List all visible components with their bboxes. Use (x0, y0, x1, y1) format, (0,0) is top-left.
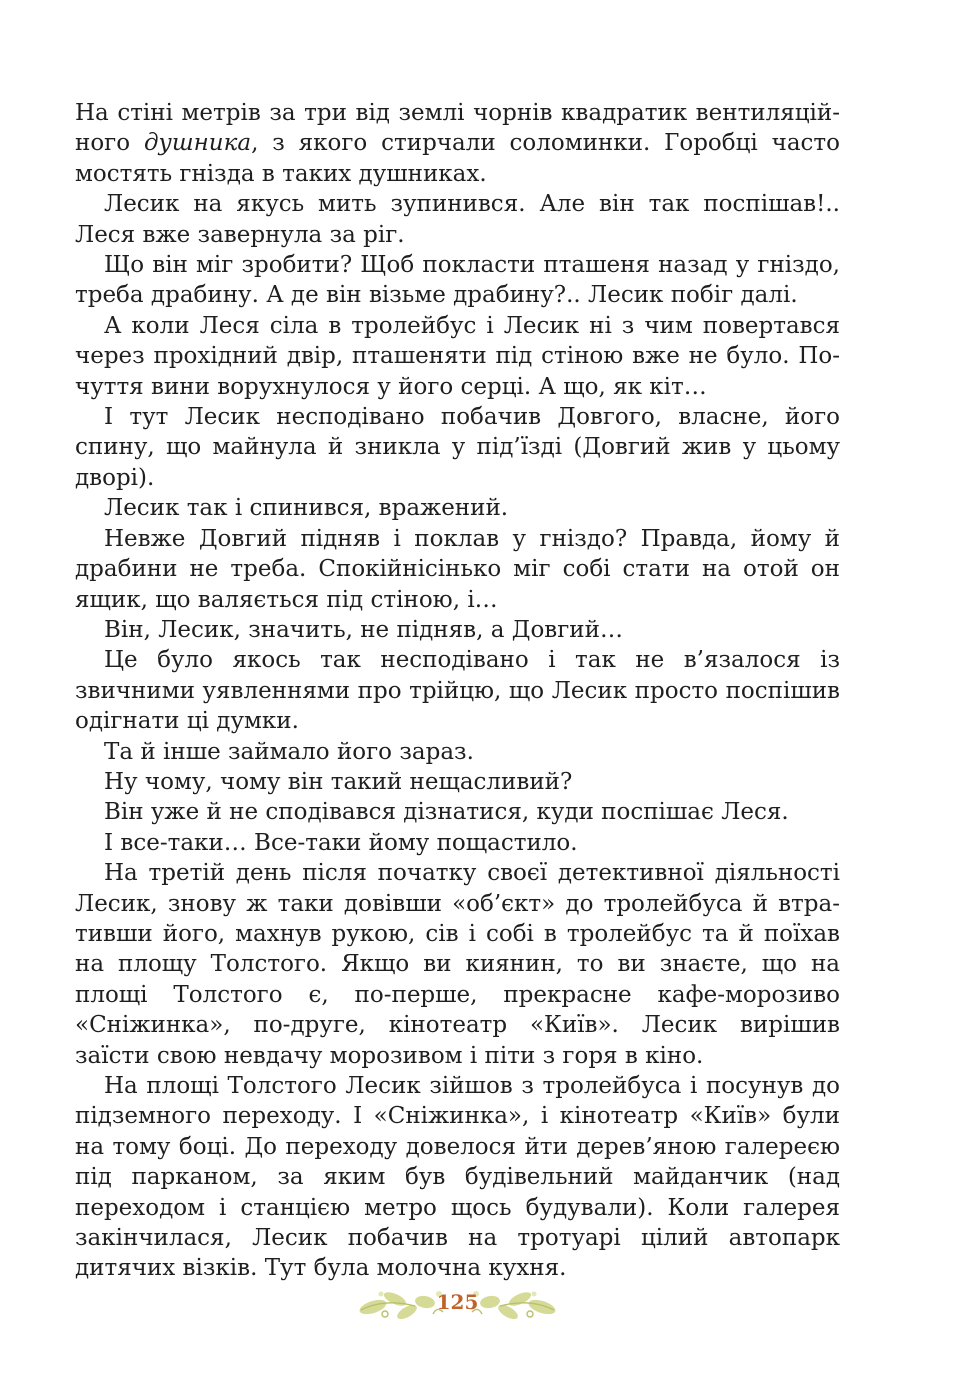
paragraph (75, 645, 840, 736)
paragraph-text: Та й інше займало його зараз. (104, 738, 474, 765)
paragraph-text: , з якого стирчали соломинки. Горобці часто мостять гнізда в таких душниках. (75, 130, 840, 187)
page-number: 125 (436, 1290, 479, 1314)
paragraph (75, 737, 840, 767)
paragraph-text: Лесик на якусь мить зупинився. Але він так поспішав!.. Леся вже завернула за ріг. (75, 191, 840, 248)
paragraph (75, 524, 840, 615)
paragraph (75, 250, 840, 311)
body-text (75, 98, 840, 1284)
paragraph (75, 858, 840, 1071)
italic-term: душника (143, 130, 252, 157)
paragraph (75, 311, 840, 402)
paragraph-text: Це було якось так несподівано і так не в’язалося із звичними уявленнями про трійцю, що Лесик просто поспішив одігнати ці думки. (75, 647, 840, 735)
paragraph-text: І тут Лесик несподівано побачив Довгого, власне, його спину, що майнула й зникла у під’їзді (Довгий жив у цьому дворі). (75, 404, 840, 491)
paragraph-text: Він уже й не сподівався дізнатися, куди поспішає Леся. (104, 799, 789, 826)
paragraph (75, 402, 840, 493)
paragraph-text: А коли Леся сіла в тролейбус і Лесик ні з чим повертався через прохідний двір, пташеняти під стіною вже не було. Почуття вини ворухнулося у його серці. А що, як кіт… (75, 312, 840, 400)
paragraph-text: На площі Толстого Лесик зійшов з тролейбуса і посунув до підземного переходу. І «Сніжинка», і кінотеатр «Київ» були на тому боці. До переходу довелося йти дерев’яною галереєю під парканом, за яким був будівельний майданчик (над переходом і станцією метро щось будували). Коли галерея закінчилася, Лесик побачив на тротуарі цілий автопарк дитячих візків. Тут була молочна кухня. (75, 1073, 840, 1282)
paragraph (75, 615, 840, 645)
paragraph-text: На стіні метрів за три від землі чорнів квадратик вентиляційного (75, 100, 840, 157)
paragraph-text: Невже Довгий підняв і поклав у гніздо? Правда, йому й драбини не треба. Спокійнісінько міг собі стати на отой он ящик, що валяється під стіною, і… (75, 525, 840, 613)
paragraph (75, 1071, 840, 1284)
paragraph-text: І все-таки… Все-таки йому пощастило. (104, 829, 578, 856)
page-footer (355, 1280, 560, 1326)
paragraph (75, 767, 840, 797)
paragraph (75, 797, 840, 827)
paragraph (75, 189, 840, 250)
paragraph-text: На третій день після початку своєї детективної діяльності Лесик, знову ж таки довівши «об’єкт» до тролейбуса й втративши його, махнув рукою, сів і собі в тролейбус та й поїхав на площу Толстого. Якщо ви киянин, то ви знаєте, що на площі Толстого є, по-перше, прекрасне кафе-морозиво «Сніжинка», по-друге, кінотеатр «Київ». Лесик вирішив заїсти свою невдачу морозивом і піти з горя в кіно. (75, 860, 840, 1069)
paragraph (75, 828, 840, 858)
paragraph (75, 493, 840, 523)
paragraph-text: Що він міг зробити? Щоб покласти пташеня назад у гніздо, треба драбину. А де він візьме драбину?.. Лесик побіг далі. (75, 252, 840, 309)
paragraph-text: Ну чому, чому він такий нещасливий? (104, 768, 573, 795)
paragraph-text: Він, Лесик, значить, не підняв, а Довгий… (104, 616, 623, 643)
paragraph (75, 98, 840, 189)
paragraph-text: Лесик так і спинився, вражений. (104, 495, 509, 522)
